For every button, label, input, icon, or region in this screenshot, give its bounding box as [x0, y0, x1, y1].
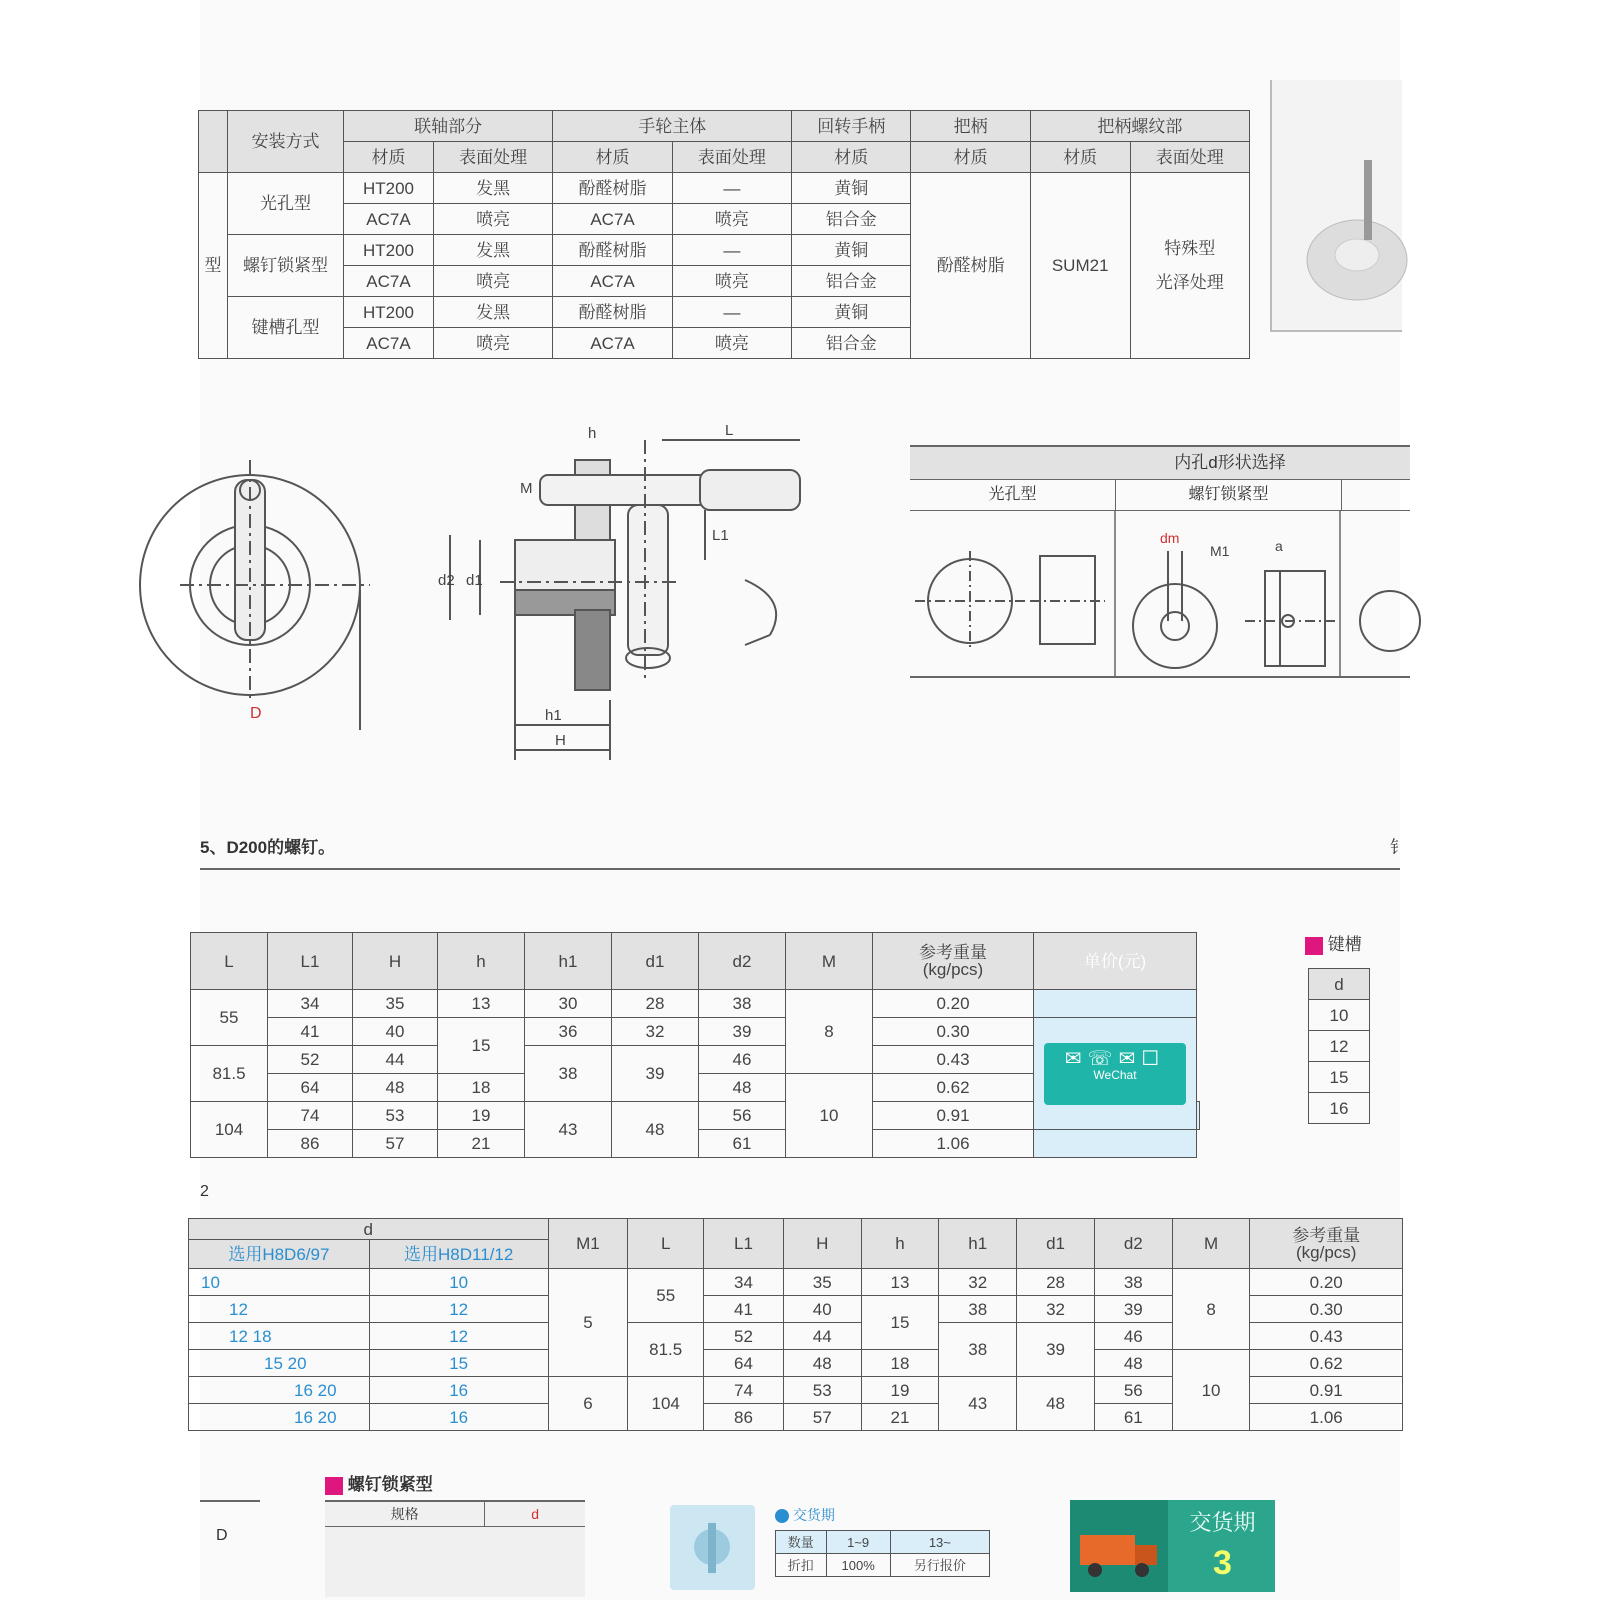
screw-lock-table: 规格 d	[325, 1500, 585, 1597]
keyway-dimension-table: d M1 L L1 H h h1 d1 d2 M 参考重量 (kg/pcs) 选用H8D6/97 选用H8D11/12 10 10 5 55 34 35 13 32 28 38 8 0.20 12 12 41 40 15 38 32 39 0.30 12 18 12 81.5 52 44 38 39 46 0.43 15 20 15 64 48 18 48 10 0.62 16 20 16 6 104 74 53 19 43 48 56 0.91 16 20 16 86 57 21 61 1.06	[188, 1218, 1403, 1431]
hole-m1-label: M1	[1210, 543, 1230, 559]
delivery-days: 3	[1213, 1544, 1232, 1582]
catalog-sheet	[200, 0, 1407, 1600]
note-text: 5、D200的螺钉。	[200, 838, 336, 857]
bottom-left-label: D	[216, 1527, 228, 1544]
hole-dm-label: dm	[1160, 530, 1180, 546]
dim-M: M	[520, 480, 533, 497]
hole-shape-panel	[910, 445, 1410, 675]
technical-drawing	[200, 420, 820, 780]
divider	[200, 868, 1400, 870]
truck-icon	[1070, 1500, 1168, 1592]
dim-h: h	[588, 425, 597, 442]
note-right: 钅	[1390, 838, 1407, 857]
dim-L: L	[725, 422, 734, 439]
hole-shape-title: 内孔d形状选择	[910, 445, 1410, 480]
hole-plain-label: 光孔型	[910, 480, 1116, 510]
material-table: 安装方式 联轴部分 手轮主体 回转手柄 把柄 把柄螺纹部 材质 表面处理 材质 表面处理 材质 材质 材质 表面处理 型 光孔型 HT200 发黑 酚醛树脂 — 黄铜 酚醛树脂 SUM21 特殊型 光泽处理 AC7A 喷亮 AC7A 喷亮 铝合金 螺钉锁紧型 HT200 发黑 酚醛树脂 — 黄铜 AC7A 喷亮 AC7A 喷亮 铝合金 键槽孔型 HT200 发黑 酚醛树脂 — 黄铜 AC7A 喷亮 AC7A 喷亮 铝合金	[198, 110, 1250, 359]
hole-a-label: a	[1275, 538, 1283, 554]
quantity-title: 交货期	[775, 1505, 835, 1525]
hole-shape-drawings	[910, 511, 1410, 678]
header-mount: 安装方式	[228, 111, 344, 173]
header-wheel: 手轮主体	[553, 111, 792, 142]
gear-icon	[670, 1505, 755, 1590]
dim-h1: h1	[545, 707, 562, 724]
dim-D: D	[250, 705, 262, 722]
product-photo	[1270, 80, 1402, 332]
hole-screw-label: 螺钉锁紧型	[1116, 480, 1342, 510]
delivery-badge	[1070, 1500, 1275, 1592]
handwheel-photo-icon	[1272, 80, 1402, 330]
magenta-marker-icon	[1305, 937, 1323, 955]
contact-price-button[interactable]: ✉☏✉☐ WeChat	[1044, 1043, 1186, 1105]
dot-icon	[775, 1509, 789, 1523]
dim-H: H	[555, 732, 566, 749]
dimension-table: L L1 H h h1 d1 d2 M 参考重量 (kg/pcs) 单价(元) 55 34 35 13 30 28 38 8 0.20 41 40 15 36 32 39 0.30 ✉☏✉☐ WeChat 81.5 52 44 38 39 46 0.43 64 48 18 48 10 0.62 104 74 53 19 43 48 56 0.91 86 57 21 61 1.06	[190, 932, 1200, 1158]
header-thread: 把柄螺纹部	[1030, 111, 1249, 142]
table2-label: 2	[200, 1183, 209, 1200]
magenta-marker-icon	[325, 1477, 343, 1495]
support-icon	[670, 1505, 755, 1590]
price-cell	[1034, 1018, 1197, 1130]
dim-d1: d1	[466, 572, 483, 589]
contact-icons: ✉☏✉☐	[1064, 1047, 1166, 1070]
screw-lock-title: 螺钉锁紧型	[325, 1470, 433, 1495]
keyway-title: 键槽	[1305, 930, 1362, 955]
keyway-table: d 10 12 15 16	[1308, 968, 1370, 1124]
quantity-table: 数量 1~9 13~ 折扣 100% 另行报价	[775, 1530, 990, 1577]
delivery-label: 交货期	[1189, 1510, 1256, 1535]
dim-d2: d2	[438, 572, 455, 589]
price-header: 单价(元)	[1034, 933, 1197, 990]
header-handle: 把柄	[911, 111, 1030, 142]
header-rotating-handle: 回转手柄	[792, 111, 911, 142]
dim-L1: L1	[712, 527, 729, 544]
header-coupling: 联轴部分	[344, 111, 553, 142]
